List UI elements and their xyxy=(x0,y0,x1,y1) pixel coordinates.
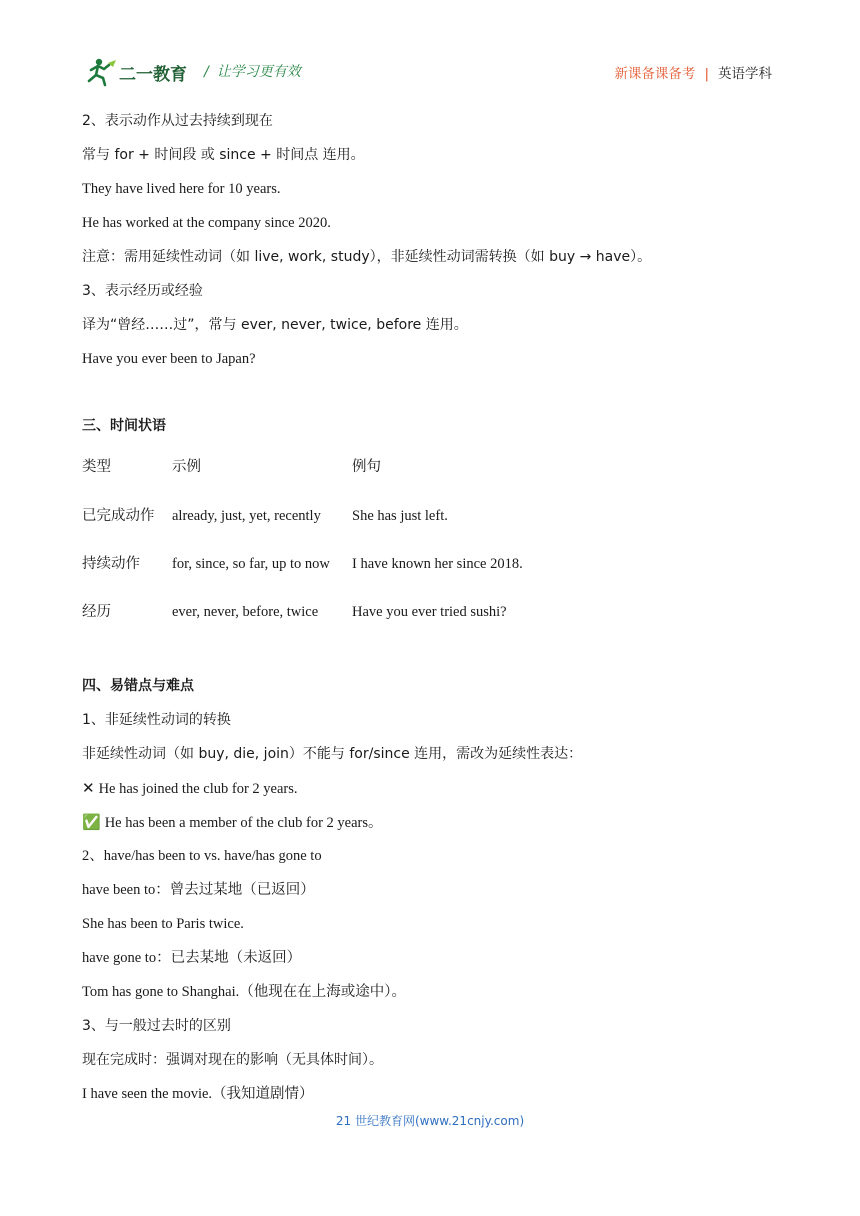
table-cell: 持续动作 xyxy=(82,556,140,572)
brand-name: 二一教育 xyxy=(119,65,187,85)
slogan: / 让学习更有效 xyxy=(204,64,301,80)
section-heading: 三、时间状语 xyxy=(82,418,166,434)
body-line: 3、表示经历或经验 xyxy=(82,283,203,299)
course-label: 新课备课备考 xyxy=(614,66,696,82)
page-footer: 21 世纪教育网(www.21cnjy.com) xyxy=(335,1114,525,1128)
header-right xyxy=(614,62,772,82)
body-line: She has been to Paris twice. xyxy=(82,916,244,932)
table-cell: 经历 xyxy=(82,604,111,620)
body-line: 译为“曾经……过”，常与 ever, never, twice, before 连用。 xyxy=(82,317,468,333)
cross-icon: ✕ xyxy=(82,779,95,797)
body-line: Tom has gone to Shanghai.（他现在在上海或途中）。 xyxy=(82,984,407,1000)
table-cell: ever, never, before, twice xyxy=(172,604,319,620)
body-line: 2、have/has been to vs. have/has gone to xyxy=(82,848,322,864)
brand-logo xyxy=(86,56,191,88)
table-cell: for, since, so far, up to now xyxy=(172,556,330,572)
body-line: 现在完成时：强调对现在的影响（无具体时间）。 xyxy=(82,1052,383,1068)
table-header: 类型 xyxy=(82,459,111,475)
section-heading: 四、易错点与难点 xyxy=(82,678,194,694)
table-cell: 已完成动作 xyxy=(82,508,155,524)
check-icon: ✅ xyxy=(82,813,101,831)
body-line: have been to：曾去过某地（已返回） xyxy=(82,882,315,898)
running-figure-icon xyxy=(89,59,116,85)
table-cell: Have you ever tried sushi? xyxy=(352,604,507,620)
table-cell: She has just left. xyxy=(352,508,448,524)
table-cell: I have known her since 2018. xyxy=(352,556,523,572)
body-line: He has worked at the company since 2020. xyxy=(82,215,331,231)
body-line: 非延续性动词（如 buy, die, join）不能与 for/since 连用，需改为延续性表达： xyxy=(82,746,583,762)
body-line: I have seen the movie.（我知道剧情） xyxy=(82,1086,314,1102)
body-line: have gone to：已去某地（未返回） xyxy=(82,950,302,966)
table-header: 示例 xyxy=(172,459,201,475)
body-line: 1、非延续性动词的转换 xyxy=(82,712,231,728)
subject-label: 英语学科 xyxy=(718,66,772,82)
table-header: 例句 xyxy=(352,459,381,475)
body-line: Have you ever been to Japan? xyxy=(82,351,256,367)
body-line: They have lived here for 10 years. xyxy=(82,181,281,197)
body-line: 3、与一般过去时的区别 xyxy=(82,1018,231,1034)
table-cell: already, just, yet, recently xyxy=(172,508,321,524)
page-header xyxy=(0,0,860,100)
header-separator: | xyxy=(704,66,709,82)
body-line: 注意：需用延续性动词（如 live, work, study），非延续性动词需转换（如 buy → have）。 xyxy=(82,249,652,265)
wrong-example: ✕ He has joined the club for 2 years. xyxy=(82,779,298,797)
correct-example: ✅ He has been a member of the club for 2 years。 xyxy=(82,813,383,831)
body-line: 常与 for + 时间段 或 since + 时间点 连用。 xyxy=(82,147,365,163)
body-line: 2、表示动作从过去持续到现在 xyxy=(82,113,273,129)
